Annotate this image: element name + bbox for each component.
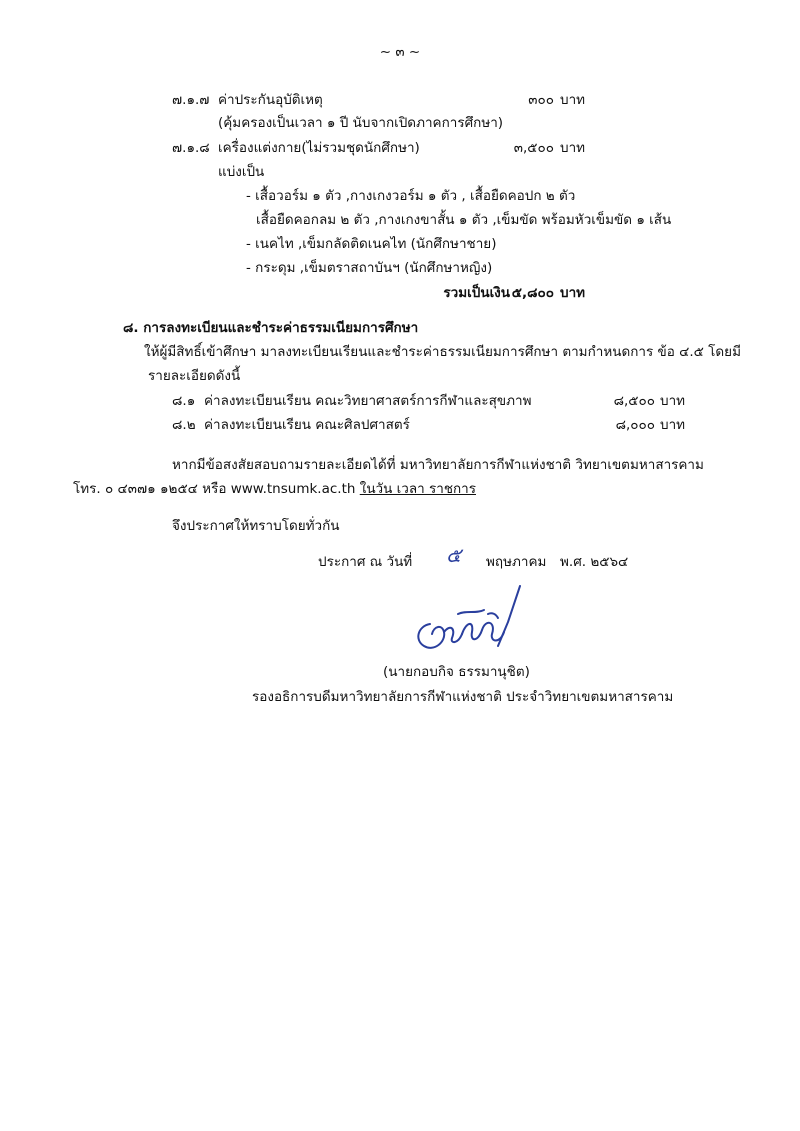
item-label-718: เครื่องแต่งกาย(ไม่รวมชุดนักศึกษา) [218, 140, 420, 156]
item-amount-81: ๘,๕๐๐ [613, 393, 655, 409]
date-month: พฤษภาคม [486, 554, 547, 570]
inquiry-line1: หากมีข้อสงสัยสอบถามรายละเอียดได้ที่ มหาวิทยาลัยการกีฬาแห่งชาติ วิทยาเขตมหาสารคาม [172, 457, 704, 473]
inquiry-contact: โทร. ๐ ๔๓๗๑ ๑๒๕๔ หรือ www.tnsumk.ac.th [73, 481, 356, 497]
divided-as-label: แบ่งเป็น [218, 164, 265, 180]
date-year: พ.ศ. ๒๕๖๔ [560, 554, 629, 570]
total-unit: บาท [560, 285, 586, 301]
item-unit-82: บาท [660, 417, 686, 433]
date-day-handwritten: ๕ [446, 543, 462, 567]
total-label: รวมเป็นเงิน [443, 285, 510, 301]
item-num-82: ๘.๒ [172, 417, 196, 433]
section-8-heading: ๘. การลงทะเบียนและชำระค่าธรรมเนียมการศึกษา [123, 320, 419, 336]
item-amount-718: ๓,๕๐๐ [513, 140, 554, 156]
list-item: - เสื้อวอร์ม ๑ ตัว ,กางเกงวอร์ม ๑ ตัว , เสื้อยืดคอปก ๒ ตัว [246, 188, 576, 204]
item-label-81: ค่าลงทะเบียนเรียน คณะวิทยาศาสตร์การกีฬาและสุขภาพ [204, 393, 532, 409]
section-8-paragraph-line2: รายละเอียดดังนี้ [148, 368, 241, 384]
date-prefix: ประกาศ ณ วันที่ [318, 554, 413, 570]
item-unit-81: บาท [660, 393, 686, 409]
item-num-81: ๘.๑ [172, 393, 196, 409]
item-label-82: ค่าลงทะเบียนเรียน คณะศิลปศาสตร์ [204, 417, 410, 433]
item-unit-717: บาท [560, 92, 586, 108]
signer-name: (นายกอบกิจ ธรรมานุชิต) [383, 664, 530, 680]
item-num-718: ๗.๑.๘ [172, 140, 210, 156]
list-item: - กระดุม ,เข็มตราสถาบันฯ (นักศึกษาหญิง) [246, 260, 493, 276]
signer-position: รองอธิการบดีมหาวิทยาลัยการกีฬาแห่งชาติ ประจำวิทยาเขตมหาสารคาม [252, 689, 674, 705]
item-note-717: (คุ้มครองเป็นเวลา ๑ ปี นับจากเปิดภาคการศึกษา) [218, 115, 504, 131]
item-num-717: ๗.๑.๗ [172, 92, 210, 108]
list-item: - เนคไท ,เข็มกลัดติดเนคไท (นักศึกษาชาย) [246, 236, 497, 252]
inquiry-line2 [73, 480, 476, 498]
page-number: ~ ๓ ~ [379, 44, 421, 60]
signature-image [400, 584, 550, 660]
item-unit-718: บาท [560, 140, 586, 156]
item-amount-82: ๘,๐๐๐ [615, 417, 655, 433]
section-8-paragraph-line1: ให้ผู้มีสิทธิ์เข้าศึกษา มาลงทะเบียนเรียนและชำระค่าธรรมเนียมการศึกษา ตามกำหนดการ ข้อ ๔.๕ โดยมี [144, 344, 741, 360]
inquiry-office-hours: ในวัน เวลา ราชการ [359, 481, 476, 497]
item-amount-717: ๓๐๐ [528, 92, 554, 108]
closing-statement: จึงประกาศให้ทราบโดยทั่วกัน [172, 518, 340, 534]
item-label-717: ค่าประกันอุบัติเหตุ [218, 92, 323, 108]
total-amount: ๕,๘๐๐ [511, 285, 554, 301]
list-item: เสื้อยืดคอกลม ๒ ตัว ,กางเกงขาสั้น ๑ ตัว ,เข็มขัด พร้อมหัวเข็มขัด ๑ เส้น [256, 212, 672, 228]
